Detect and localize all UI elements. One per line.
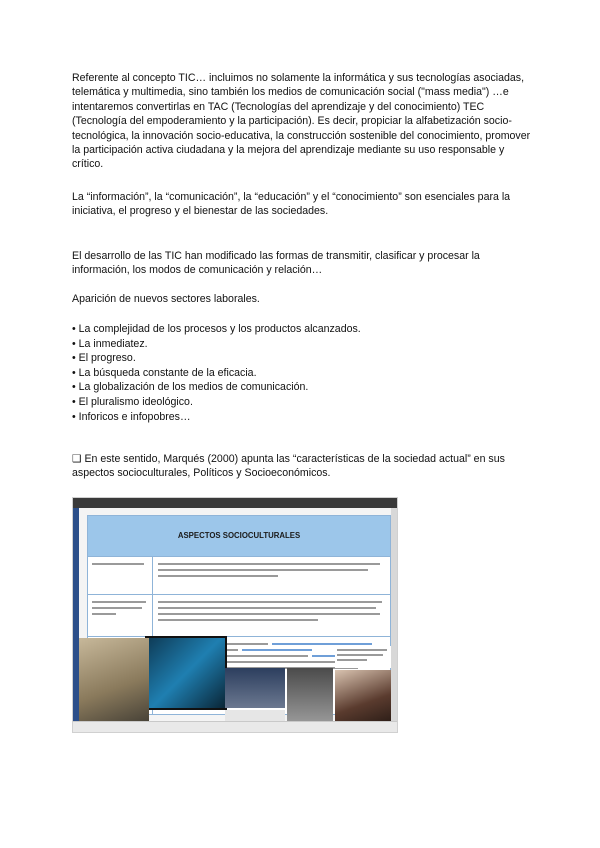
text-line: [92, 607, 142, 609]
list-item: • El progreso.: [72, 352, 136, 365]
news-caption-box: [335, 646, 391, 668]
table-row: [88, 556, 390, 595]
people-photo-image: [335, 670, 391, 724]
link-line: [272, 643, 372, 645]
text-line: [158, 607, 376, 609]
text-line: [158, 619, 318, 621]
paragraph-marques: ❑ En este sentido, Marqués (2000) apunta las “características de la sociedad actual” en sus aspectos socioculturales, Políticos y Socioeconómicos.: [72, 453, 505, 480]
paragraph-tic-development: El desarrollo de las TIC han modificado las formas de transmitir, clasificar y procesar la información, los modos de comunicación y relación…: [72, 250, 480, 277]
text-line: [92, 613, 116, 615]
list-item: • La complejidad de los procesos y los productos alcanzados.: [72, 323, 361, 335]
taskbar: [73, 721, 397, 732]
text-line: [337, 649, 387, 651]
text-line: [337, 659, 367, 661]
window-title-bar: [73, 498, 397, 508]
link-line: [242, 649, 312, 651]
text-line: [158, 601, 382, 603]
list-item: • El pluralismo ideológico.: [72, 395, 193, 408]
paragraph-tic-concept: Referente al concepto TIC… incluimos no solamente la informática y sus tecnologías asociadas, telemática y multimedia, sino también los medios de comunicación social ("mass media") …e intentaremos convertirlas en TAC (Tecnologías del aprendizaje y del conocimiento) TEC (Tecnología del empoderamiento y la participación). Es decir, propiciar la alfabetización socio-tecnológica, la innovación socio-educativa, la construcción sostenible del conocimiento, promover la participación activa ciudadana y la mejora del aprendizaje mediante su uso responsable y crítico.: [72, 72, 531, 171]
hand-photo-image: [287, 668, 333, 724]
embedded-screenshot-image: [72, 497, 398, 733]
crowd-photo-image: [225, 668, 285, 708]
list-item: • Inforicos e infopobres…: [72, 410, 191, 423]
list-item: • La globalización de los medios de comunicación.: [72, 381, 309, 394]
table-header: ASPECTOS SOCIOCULTURALES: [88, 516, 390, 556]
text-line: [158, 569, 368, 571]
text-line: [158, 613, 380, 615]
paragraph-essentials: La “información”, la “comunicación”, la “educación” y el “conocimiento” son esenciales para la iniciativa, el progreso y el bienestar de las sociedades.: [72, 191, 511, 218]
text-line: [92, 563, 144, 565]
characteristics-list: [72, 322, 532, 424]
video-thumbnail-image: [145, 636, 227, 710]
text-line: [337, 654, 383, 656]
list-item: • La búsqueda constante de la eficacia.: [72, 366, 257, 379]
person-photo-image: [79, 638, 149, 728]
scrollbar: [391, 508, 397, 724]
table-row: [88, 594, 390, 637]
text-line: [158, 563, 380, 565]
text-line: [92, 601, 146, 603]
text-line: [158, 575, 278, 577]
paragraph-labor-sectors: Aparición de nuevos sectores laborales.: [72, 293, 260, 305]
list-item: • La inmediatez.: [72, 337, 148, 350]
